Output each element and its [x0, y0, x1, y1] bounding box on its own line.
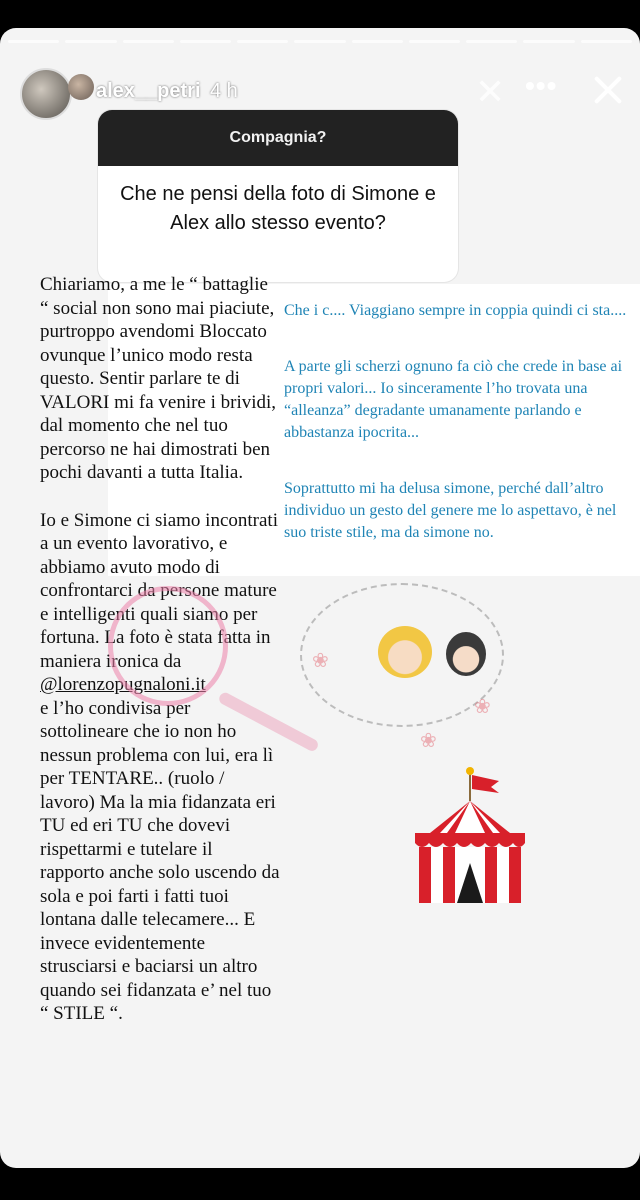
progress-segment [581, 40, 632, 43]
progress-segment [8, 40, 59, 43]
answer-paragraph-1: Che i c.... Viaggiano sempre in coppia quindi ci sta.... [284, 302, 627, 319]
more-options-icon[interactable]: ••• [525, 70, 558, 101]
question-sticker-header: Compagnia? [98, 110, 458, 166]
avatar[interactable] [20, 68, 72, 120]
reply-paragraph-1: Chiariamo, a me le “ battaglie “ social non sono mai piaciute, purtroppo avendomi Bloccato ovunque l’unico modo resta questo. Sentir parlare te di VALORI mi fa venire i brividi, dal momento che nel tuo percorso ne hai dimostrati ben pochi davanti a tutta Italia. [40, 274, 277, 483]
progress-segment [466, 40, 517, 43]
progress-segment [294, 40, 345, 43]
paw-icon: ❀ [420, 730, 437, 752]
question-sticker [98, 110, 458, 282]
blonde-girl-icon [378, 626, 432, 678]
progress-segment [65, 40, 116, 43]
reply-paragraph-2a: Io e Simone ci siamo incontrati a un evento lavorativo, e abbiamo avuto modo di confrontarci da persone mature e intelligenti quali siamo per fortuna. La foto è stata fatta in maniera ironica da [40, 509, 278, 672]
story-progress-bar [8, 40, 632, 43]
close-icon[interactable] [588, 70, 628, 110]
secondary-avatar [68, 74, 94, 100]
story-frame [0, 28, 640, 1168]
faded-close-icon: ✕ [475, 71, 506, 112]
answer-paragraph-3: Soprattutto mi ha delusa simone, perché dall’altro individuo un gesto del genere me lo aspettavo, è nel suo triste stile, ma da simone no. [284, 480, 617, 541]
dark-hair-girl-icon [446, 632, 486, 676]
paw-icon: ❀ [474, 696, 491, 718]
timestamp: 4 h [210, 80, 238, 102]
progress-segment [409, 40, 460, 43]
reply-paragraph-2b: e l’ho condivisa per sottolineare che io non ho nessun problema con lui, era lì per TENTARE.. (ruolo / lavoro) Ma la mia fidanzata eri TU ed eri TU che dovevi rispettarmi e tutelare il rapporto anche solo uscendo da sola e poi farti i fatti tuoi lontana dalle telecamere... E invece evidentemente strusciarsi e baciarsi un altro quando sei fidanzata e’ nel tuo “ STILE “. [40, 697, 280, 1024]
username[interactable]: alex__petri [96, 80, 201, 102]
progress-segment [523, 40, 574, 43]
progress-segment [180, 40, 231, 43]
question-text: Che ne pensi della foto di Simone e Alex allo stesso evento? [120, 183, 436, 234]
circus-tent-icon [395, 763, 545, 913]
progress-segment [352, 40, 403, 43]
mention-link[interactable]: @lorenzopugnaloni.it [40, 674, 206, 695]
paw-icon: ❀ [312, 650, 329, 672]
magnifier-watermark-icon [108, 586, 228, 706]
progress-segment [123, 40, 174, 43]
progress-segment [237, 40, 288, 43]
answer-paragraph-2: A parte gli scherzi ognuno fa ciò che crede in base ai propri valori... Io sinceramente l’ho trovata una “alleanza” degradante umanamente parlando e abbastanza ipocrita... [284, 358, 623, 441]
